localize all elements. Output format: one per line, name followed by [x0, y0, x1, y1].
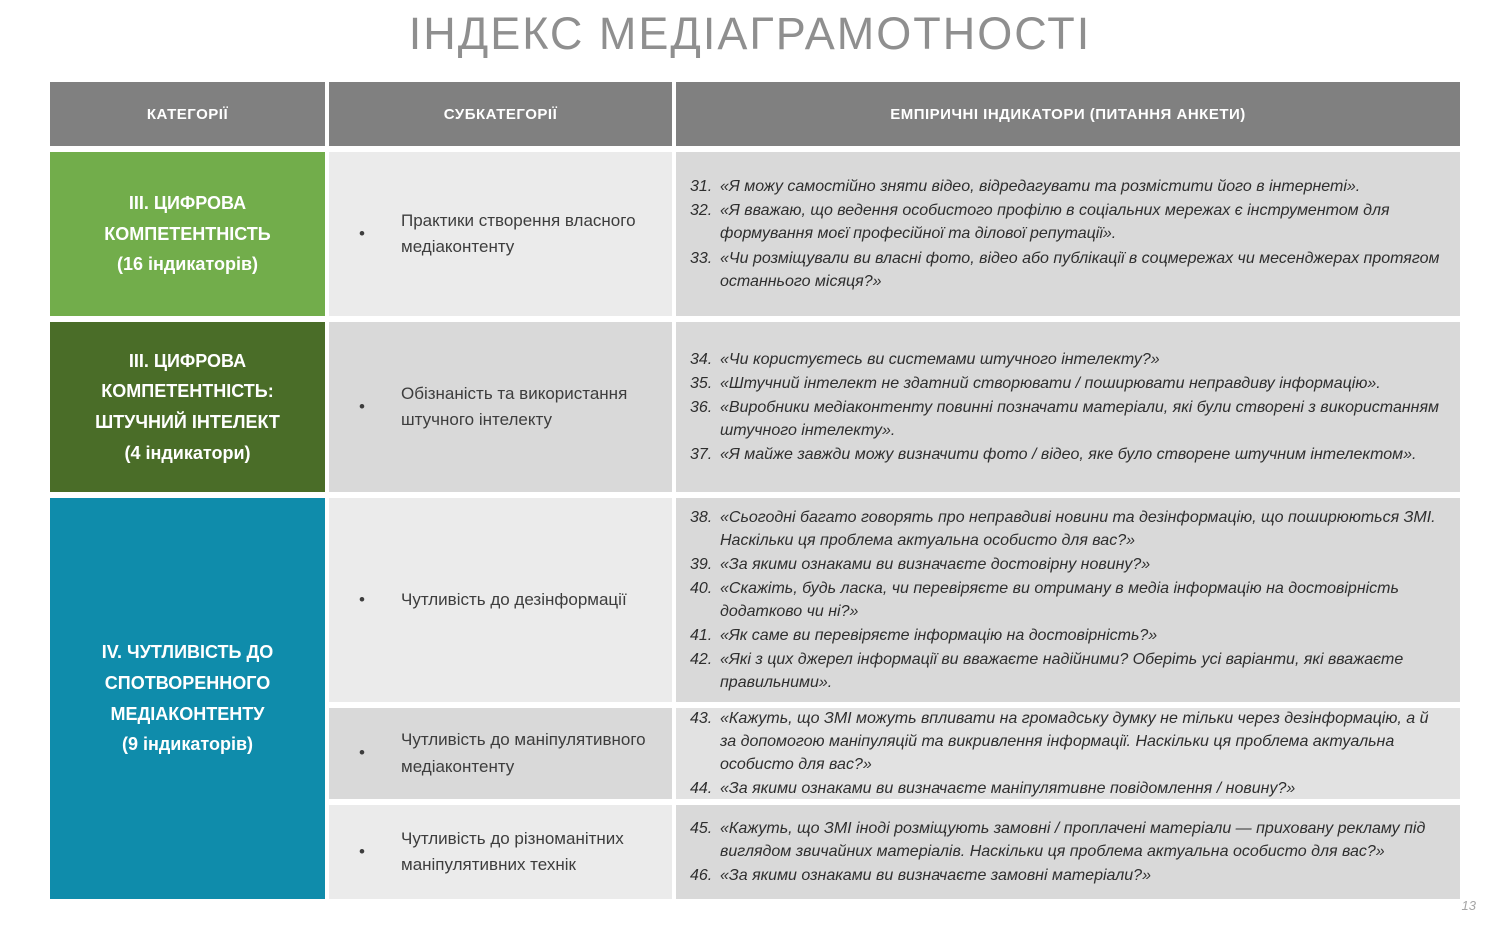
indicator-list: [690, 347, 1442, 467]
indicator-item: [690, 707, 1442, 776]
category-indicator-count: (16 індикаторів): [116, 254, 259, 275]
indicator-item: [690, 199, 1442, 245]
column-header-categories: КАТЕГОРІЇ: [50, 82, 325, 146]
category-title: IV. ЧУТЛИВІСТЬ ДО СПОТВОРЕННОГО МЕДІАКОНТЕНТУ: [101, 642, 274, 724]
indicator-list: [690, 505, 1442, 695]
indicator-number: 36.: [690, 398, 713, 416]
bullet-icon: •: [359, 743, 365, 763]
indicator-item: [690, 777, 1442, 800]
column-header-indicators: ЕМПІРИЧНІ ІНДИКАТОРИ (ПИТАННЯ АНКЕТИ): [676, 82, 1460, 146]
subcategory-cell-own-content-practices: [329, 152, 672, 316]
indicator-number: 46.: [690, 867, 713, 885]
indicator-text: «Які з цих джерел інформації ви вважаєте надійними? Оберіть усі варіанти, які вважаєте правильними».: [720, 651, 1404, 692]
indicator-number: 43.: [690, 709, 713, 727]
bullet-icon: •: [359, 589, 365, 609]
bullet-icon: •: [359, 841, 365, 861]
indicator-number: 37.: [690, 446, 713, 464]
indicator-text: «За якими ознаками ви визначаєте достовірну новину?»: [720, 555, 1151, 573]
category-indicator-count: (4 індикатори): [124, 442, 251, 463]
indicator-item: [690, 864, 1442, 887]
subcategory-label: Обізнаність та використання штучного інтелекту: [401, 383, 628, 429]
subcategory-label: Чутливість до різноманітних маніпулятивних технік: [401, 828, 624, 874]
indicator-item: [690, 372, 1442, 395]
indicator-text: «Чи користуєтесь ви системами штучного інтелекту?»: [720, 350, 1160, 368]
indicator-list: [690, 706, 1442, 801]
indicator-text: «Скажіть, будь ласка, чи перевіряєте ви отриману в медіа інформацію на достовірність додатково чи ні?»: [720, 579, 1399, 620]
bullet-icon: •: [359, 223, 365, 243]
indicator-number: 44.: [690, 780, 713, 798]
indicator-item: [690, 443, 1442, 466]
indicator-item: [690, 577, 1442, 623]
indicator-item: [690, 506, 1442, 552]
indicator-text: «Як саме ви перевіряєте інформацію на достовірність?»: [720, 627, 1158, 645]
indicator-number: 35.: [690, 374, 713, 392]
category-title: ІІІ. ЦИФРОВА КОМПЕТЕНТНІСТЬ: ШТУЧНИЙ ІНТЕЛЕКТ: [95, 350, 280, 432]
indicator-text: «Я можу самостійно зняти відео, відредагувати та розмістити його в інтернеті».: [720, 178, 1361, 196]
indicator-number: 42.: [690, 651, 713, 669]
indicator-number: 33.: [690, 249, 713, 267]
indicator-text: «За якими ознаками ви визначаєте маніпулятивне повідомлення / новину?»: [720, 780, 1296, 798]
bullet-icon: •: [359, 396, 365, 416]
subcategory-label: Практики створення власного медіаконтенту: [401, 210, 636, 256]
indicator-number: 38.: [690, 508, 713, 526]
indicators-cell-38-42: [676, 498, 1460, 702]
indicator-text: «Кажуть, що ЗМІ іноді розміщують замовні / проплачені матеріали — приховану рекламу під виглядом звичайних матеріалів. Наскільки ця проблема актуальна особисто для вас?»: [720, 819, 1426, 860]
indicator-number: 39.: [690, 555, 713, 573]
indicator-text: «Я майже завжди можу визначити фото / відео, яке було створене штучним інтелектом».: [720, 446, 1417, 464]
slide-number: 13: [1461, 898, 1476, 913]
category-cell-digital-competence-ai: [50, 322, 325, 492]
subcategory-cell-disinformation-sensitivity: [329, 498, 672, 702]
indicator-item: [690, 348, 1442, 371]
indicators-cell-34-37: [676, 322, 1460, 492]
indicators-cell-31-33: [676, 152, 1460, 316]
category-title: ІІІ. ЦИФРОВА КОМПЕТЕНТНІСТЬ: [104, 193, 271, 244]
indicator-item: [690, 817, 1442, 863]
indicator-item: [690, 247, 1442, 293]
column-header-subcategories: СУБКАТЕГОРІЇ: [329, 82, 672, 146]
indicators-cell-45-46: [676, 805, 1460, 899]
indicator-number: 41.: [690, 627, 713, 645]
indicator-item: [690, 175, 1442, 198]
media-literacy-table: [50, 82, 1460, 899]
indicator-item: [690, 648, 1442, 694]
indicator-number: 34.: [690, 350, 713, 368]
indicator-text: «Штучний інтелект не здатний створювати / поширювати неправдиву інформацію».: [720, 374, 1381, 392]
indicator-item: [690, 553, 1442, 576]
indicator-item: [690, 396, 1442, 442]
indicators-cell-43-44: [676, 708, 1460, 799]
category-cell-digital-competence: [50, 152, 325, 316]
category-cell-distorted-content-sensitivity: [50, 498, 325, 899]
subcategory-cell-ai-awareness: [329, 322, 672, 492]
indicator-text: «За якими ознаками ви визначаєте замовні матеріали?»: [720, 867, 1151, 885]
category-indicator-count: (9 індикаторів): [121, 734, 254, 755]
indicator-text: «Я вважаю, що ведення особистого профілю в соціальних мережах є інструментом для формування моєї професійної та ділової репутації».: [720, 202, 1390, 243]
indicator-list: [690, 174, 1442, 293]
indicator-text: «Кажуть, що ЗМІ можуть впливати на громадську думку не тільки через дезінформацію, а й за допомогою маніпуляцій та викривлення інформації. Наскільки ця проблема актуальна особисто для вас?»: [720, 709, 1429, 773]
indicator-number: 40.: [690, 579, 713, 597]
indicator-text: «Чи розміщували ви власні фото, відео або публікації в соцмережах чи месенджерах протягом останнього місяця?»: [720, 249, 1440, 290]
indicator-list: [690, 816, 1442, 888]
subcategory-label: Чутливість до дезінформації: [401, 589, 627, 609]
subcategory-cell-manipulative-techniques-sensitivity: [329, 805, 672, 899]
indicator-number: 45.: [690, 819, 713, 837]
subcategory-cell-manipulative-content-sensitivity: [329, 708, 672, 799]
indicator-number: 32.: [690, 202, 713, 220]
indicator-text: «Сьогодні багато говорять про неправдиві новини та дезінформацію, що поширюються ЗМІ. Наскільки ця проблема актуальна особисто для вас?»: [720, 508, 1436, 549]
indicator-number: 31.: [690, 178, 713, 196]
subcategory-label: Чутливість до маніпулятивного медіаконтенту: [401, 730, 646, 776]
page-title: ІНДЕКС МЕДІАГРАМОТНОСТІ: [408, 8, 1092, 59]
indicator-text: «Виробники медіаконтенту повинні позначати матеріали, які були створені з використанням штучного інтелекту».: [720, 398, 1439, 440]
indicator-item: [690, 624, 1442, 647]
